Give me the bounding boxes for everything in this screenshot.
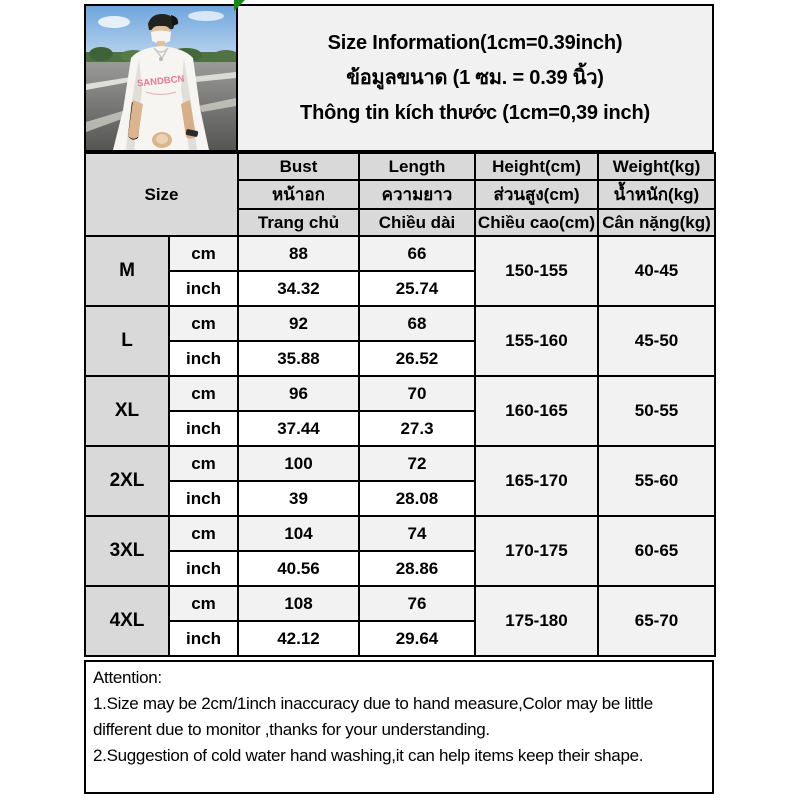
size-label-m: M: [85, 236, 169, 306]
bust-value: 42.12: [238, 621, 359, 656]
height-value: 175-180: [475, 586, 598, 656]
height-value: 155-160: [475, 306, 598, 376]
weight-value: 60-65: [598, 516, 715, 586]
length-value: 26.52: [359, 341, 475, 376]
length-value: 28.86: [359, 551, 475, 586]
bust-value: 35.88: [238, 341, 359, 376]
bust-value: 88: [238, 236, 359, 271]
bust-value: 92: [238, 306, 359, 341]
length-value: 27.3: [359, 411, 475, 446]
unit-label: inch: [169, 411, 238, 446]
height-value: 160-165: [475, 376, 598, 446]
table-row-xl-cm: [85, 376, 715, 411]
size-table: [84, 152, 716, 657]
col-header-weight: Weight(kg): [598, 153, 715, 180]
length-value: 66: [359, 236, 475, 271]
col-header-weight-vi: Cân nặng(kg): [598, 209, 715, 236]
header-section: [84, 4, 714, 152]
size-info-title-box: [236, 4, 714, 152]
green-corner-accent: [234, 0, 245, 11]
bust-value: 104: [238, 516, 359, 551]
attention-heading: Attention:: [93, 668, 162, 687]
weight-value: 55-60: [598, 446, 715, 516]
col-header-length-th: ความยาว: [359, 180, 475, 209]
length-value: 25.74: [359, 271, 475, 306]
col-header-height-th: ส่วนสูง(cm): [475, 180, 598, 209]
weight-value: 45-50: [598, 306, 715, 376]
table-row-m-cm: [85, 236, 715, 271]
model-photo: [84, 4, 238, 152]
bust-value: 34.32: [238, 271, 359, 306]
length-value: 74: [359, 516, 475, 551]
size-label-3xl: 3XL: [85, 516, 169, 586]
height-value: 170-175: [475, 516, 598, 586]
length-value: 76: [359, 586, 475, 621]
table-row-3xl-cm: [85, 516, 715, 551]
unit-label: cm: [169, 516, 238, 551]
title-english: Size Information(1cm=0.39inch): [327, 31, 623, 54]
col-header-height: Height(cm): [475, 153, 598, 180]
length-value: 72: [359, 446, 475, 481]
size-label-xl: XL: [85, 376, 169, 446]
bust-value: 96: [238, 376, 359, 411]
col-header-bust-vi: Trang chủ: [238, 209, 359, 236]
col-header-height-vi: Chiều cao(cm): [475, 209, 598, 236]
size-column-header: Size: [85, 153, 238, 236]
length-value: 29.64: [359, 621, 475, 656]
title-vietnamese: Thông tin kích thước (1cm=0,39 inch): [300, 101, 650, 124]
bust-value: 108: [238, 586, 359, 621]
size-label-4xl: 4XL: [85, 586, 169, 656]
col-header-bust-th: หน้าอก: [238, 180, 359, 209]
unit-label: cm: [169, 236, 238, 271]
unit-label: inch: [169, 481, 238, 516]
unit-label: cm: [169, 446, 238, 481]
size-label-2xl: 2XL: [85, 446, 169, 516]
header-row-english: [85, 153, 715, 180]
table-row-2xl-cm: [85, 446, 715, 481]
unit-label: cm: [169, 586, 238, 621]
attention-note-1: 1.Size may be 2cm/1inch inaccuracy due to hand measure,Color may be little different due to monitor ,thanks for your understanding.: [93, 694, 653, 739]
unit-label: cm: [169, 306, 238, 341]
unit-label: inch: [169, 551, 238, 586]
length-value: 70: [359, 376, 475, 411]
unit-label: inch: [169, 341, 238, 376]
height-value: 150-155: [475, 236, 598, 306]
col-header-length-vi: Chiều dài: [359, 209, 475, 236]
length-value: 68: [359, 306, 475, 341]
weight-value: 40-45: [598, 236, 715, 306]
col-header-length: Length: [359, 153, 475, 180]
table-row-l-cm: [85, 306, 715, 341]
bust-value: 100: [238, 446, 359, 481]
model-photo-illustration: [86, 6, 236, 150]
attention-note-2: 2.Suggestion of cold water hand washing,it can help items keep their shape.: [93, 746, 644, 765]
unit-label: inch: [169, 271, 238, 306]
attention-notes: [84, 660, 714, 794]
table-row-4xl-cm: [85, 586, 715, 621]
size-chart-sheet: [84, 4, 714, 794]
bust-value: 40.56: [238, 551, 359, 586]
unit-label: inch: [169, 621, 238, 656]
col-header-bust: Bust: [238, 153, 359, 180]
title-thai: ข้อมูลขนาด (1 ซม. = 0.39 นิ้ว): [346, 66, 604, 89]
weight-value: 50-55: [598, 376, 715, 446]
col-header-weight-th: น้ำหนัก(kg): [598, 180, 715, 209]
weight-value: 65-70: [598, 586, 715, 656]
size-label-l: L: [85, 306, 169, 376]
bust-value: 39: [238, 481, 359, 516]
shirt-logo-text: SANDBCN: [136, 73, 185, 90]
unit-label: cm: [169, 376, 238, 411]
length-value: 28.08: [359, 481, 475, 516]
height-value: 165-170: [475, 446, 598, 516]
bust-value: 37.44: [238, 411, 359, 446]
